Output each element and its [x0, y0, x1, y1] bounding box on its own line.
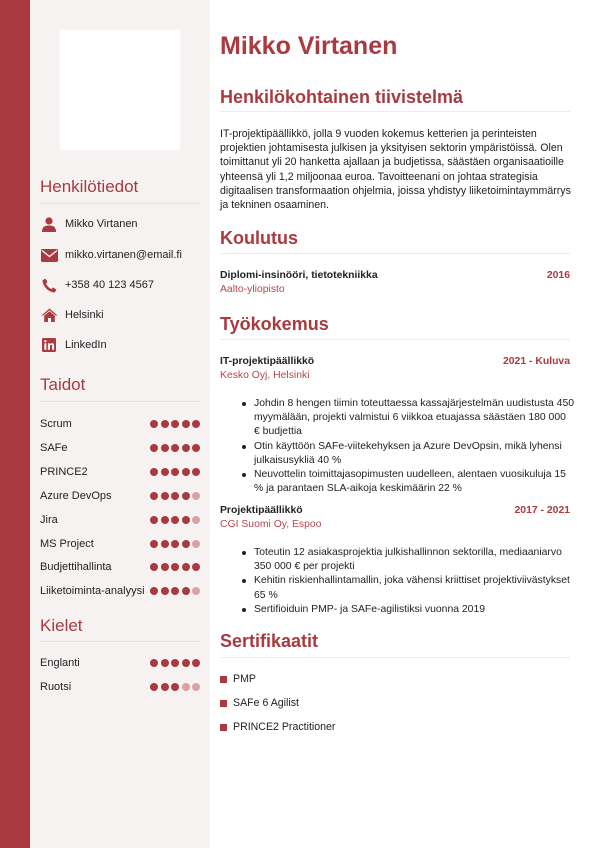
skill-row [40, 416, 200, 432]
job-achievements [242, 397, 574, 496]
home-icon [40, 307, 58, 323]
school: Aalto-yliopisto [220, 284, 285, 295]
language-rating-5 [150, 659, 200, 667]
contact-name-text: Mikko Virtanen [65, 218, 138, 230]
square-bullet-icon [220, 700, 227, 707]
contact-location-text: Helsinki [65, 309, 104, 321]
job-dates: 2021 - Kuluva [503, 356, 570, 367]
contact-phone[interactable] [40, 275, 200, 295]
skill-rating-4 [150, 516, 200, 524]
contact-linkedin[interactable] [40, 335, 200, 355]
skill-name: SAFe [40, 442, 68, 454]
divider [40, 401, 200, 402]
skill-name: Liiketoiminta-analyysi [40, 585, 145, 597]
skill-name: Scrum [40, 418, 72, 430]
skills-heading: Taidot [40, 375, 86, 394]
person-icon [40, 216, 58, 232]
square-bullet-icon [220, 676, 227, 683]
job-achievements [242, 546, 574, 617]
certificates-heading: Sertifikaatit [220, 631, 319, 651]
skill-name: Azure DevOps [40, 490, 112, 502]
profile-photo-placeholder [60, 30, 180, 150]
divider [40, 203, 200, 204]
skill-name: Budjettihallinta [40, 561, 112, 573]
skill-rating-5 [150, 563, 200, 571]
square-bullet-icon [220, 724, 227, 731]
achievement: Sertifioiduin PMP- ja SAFe-agilistiksi vuonna 2019 [242, 603, 574, 617]
skill-name: Jira [40, 514, 58, 526]
candidate-name: Mikko Virtanen [220, 32, 398, 60]
skill-rating-5 [150, 420, 200, 428]
certificate-name: PRINCE2 Practitioner [233, 721, 336, 733]
job-company: CGI Suomi Oy, Espoo [220, 519, 322, 530]
skill-row [40, 440, 200, 456]
skill-row [40, 464, 200, 480]
graduation-year: 2016 [546, 270, 570, 281]
skill-row [40, 559, 200, 575]
skill-name: MS Project [40, 538, 94, 550]
email-icon [40, 247, 58, 263]
achievement: Toteutin 12 asiakasprojektia julkishallinnon sektorilla, mediaaniarvo 350 000 € per projekti [242, 546, 574, 574]
job-title: Projektipäällikkö [220, 505, 303, 516]
education-heading: Koulutus [220, 228, 298, 248]
certificate-item [220, 721, 335, 733]
certificate-item [220, 673, 256, 685]
certificate-name: PMP [233, 673, 256, 685]
language-row [40, 655, 200, 671]
skill-rating-5 [150, 468, 200, 476]
contact-email-text: mikko.virtanen@email.fi [65, 249, 182, 261]
language-rating-3 [150, 683, 200, 691]
job-entry [220, 505, 570, 516]
contact-email[interactable] [40, 245, 200, 265]
contact-location [40, 305, 200, 325]
degree: Diplomi-insinööri, tietotekniikka [220, 270, 378, 281]
sidebar [30, 0, 210, 848]
job-company: Kesko Oyj, Helsinki [220, 370, 310, 381]
skill-rating-4 [150, 540, 200, 548]
experience-heading: Työkokemus [220, 314, 329, 334]
job-entry [220, 356, 570, 367]
skill-row [40, 512, 200, 528]
skill-rating-4 [150, 492, 200, 500]
contact-linkedin-text: LinkedIn [65, 339, 107, 351]
contact-phone-text: +358 40 123 4567 [65, 279, 155, 291]
contact-name [40, 214, 200, 234]
education-entry [220, 270, 570, 281]
divider [220, 657, 570, 658]
skill-rating-4 [150, 587, 200, 595]
achievement: Otin käyttöön SAFe-viitekehyksen ja Azure DevOpsin, mikä lyhensi julkaisusykliä 40 % [242, 440, 574, 468]
languages-heading: Kielet [40, 616, 83, 635]
skill-name: PRINCE2 [40, 466, 88, 478]
certificate-item [220, 697, 299, 709]
divider [220, 339, 570, 340]
skill-rating-5 [150, 444, 200, 452]
language-name: Ruotsi [40, 681, 72, 693]
summary-text: IT-projektipäällikkö, jolla 9 vuoden kokemus ketterien ja perinteisten projektien johtamisesta julkisen ja yksityisen sektorin ympäristöissä. Olen toimittanut yli 20 hanketta ajallaan ja budjetissa, säästäen organisaatioille yhteensä yli 1,2 miljoonaa euroa. Tavoitteenani on johtaa strategisia digitaalisen transformaation ohjelmia, joissa yhdistyy liiketoimintaymmärrys ja tekninen osaaminen. [220, 128, 571, 212]
language-name: Englanti [40, 657, 80, 669]
accent-stripe [0, 0, 30, 848]
phone-icon [40, 277, 58, 293]
linkedin-icon [40, 337, 58, 353]
divider [220, 253, 570, 254]
certificate-name: SAFe 6 Agilist [233, 697, 299, 709]
achievement: Kehitin riskienhallintamallin, joka vähensi kriittiset projektiviivästykset 65 % [242, 574, 574, 602]
skill-row [40, 536, 200, 552]
divider [220, 111, 570, 112]
achievement: Neuvottelin toimittajasopimusten uudelleen, alentaen vuosikuluja 15 % ja parantaen SLA-aikoja keskimäärin 22 % [242, 468, 574, 496]
job-dates: 2017 - 2021 [514, 505, 570, 516]
skill-row [40, 488, 200, 504]
language-row [40, 679, 200, 695]
job-title: IT-projektipäällikkö [220, 356, 315, 367]
personal-info-heading: Henkilötiedot [40, 177, 139, 196]
skill-row [40, 583, 200, 599]
summary-heading: Henkilökohtainen tiivistelmä [220, 87, 464, 107]
divider [40, 641, 200, 642]
achievement: Johdin 8 hengen tiimin toteuttaessa kassajärjestelmän uudistusta 450 myymälään, projekti valmistui 6 viikkoa etuajassa säästäen 180 000 € budjettia [242, 397, 574, 440]
